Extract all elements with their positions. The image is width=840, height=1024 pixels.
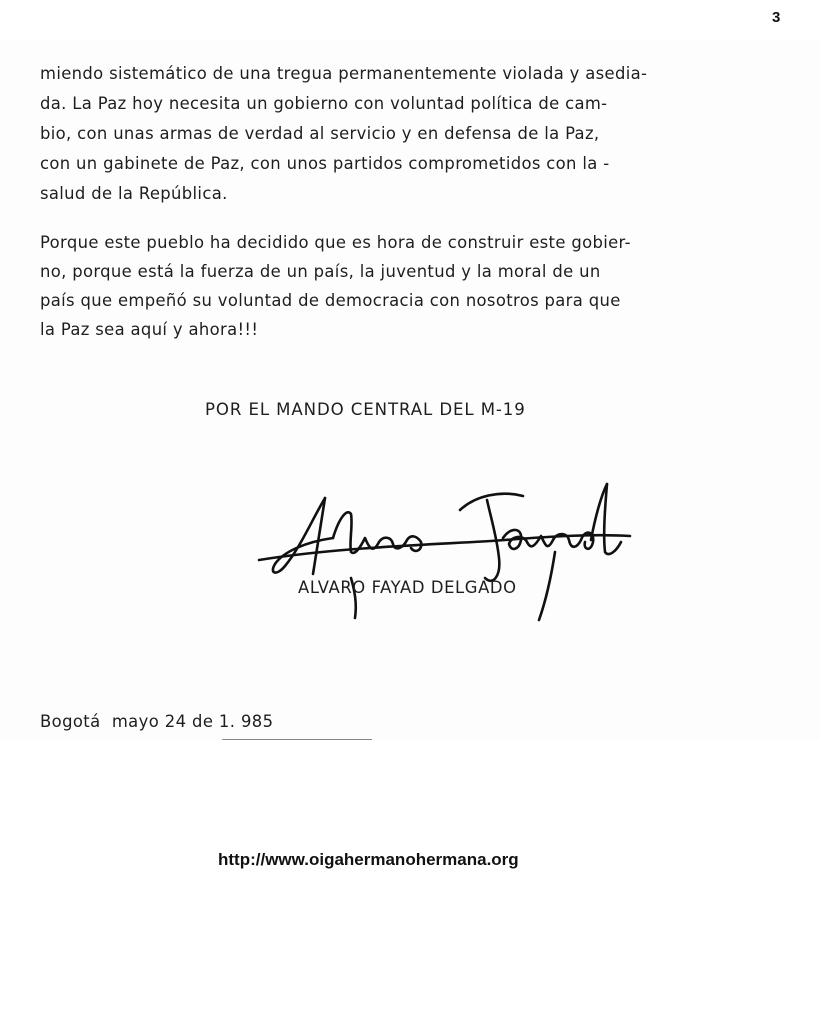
text-line: bio, con unas armas de verdad al servicio y en defensa de la Paz, — [40, 124, 600, 143]
place: Bogotá — [40, 712, 101, 731]
page-number: 3 — [772, 9, 781, 26]
text-line: con un gabinete de Paz, con unos partidos comprometidos con la - — [40, 154, 610, 173]
text-line: país que empeñó su voluntad de democracia con nosotros para que — [40, 291, 621, 310]
text-line: miendo sistemático de una tregua permanentemente violada y asedia- — [40, 64, 648, 83]
signer-name: ALVARO FAYAD DELGADO — [298, 578, 517, 597]
text-line: no, porque está la fuerza de un país, la juventud y la moral de un — [40, 262, 601, 281]
place-and-date — [40, 712, 273, 731]
website-url[interactable]: http://www.oigahermanohermana.org — [218, 850, 519, 869]
closing-heading: POR EL MANDO CENTRAL DEL M-19 — [205, 400, 526, 419]
date: mayo 24 de 1. 985 — [111, 712, 274, 731]
text-line: la Paz sea aquí y ahora!!! — [40, 320, 259, 339]
text-line: salud de la República. — [40, 184, 228, 203]
date-underline — [222, 739, 372, 740]
text-line: Porque este pueblo ha decidido que es hora de construir este gobier- — [40, 233, 631, 252]
text-line: da. La Paz hoy necesita un gobierno con voluntad política de cam- — [40, 94, 608, 113]
handwritten-signature — [255, 478, 645, 638]
